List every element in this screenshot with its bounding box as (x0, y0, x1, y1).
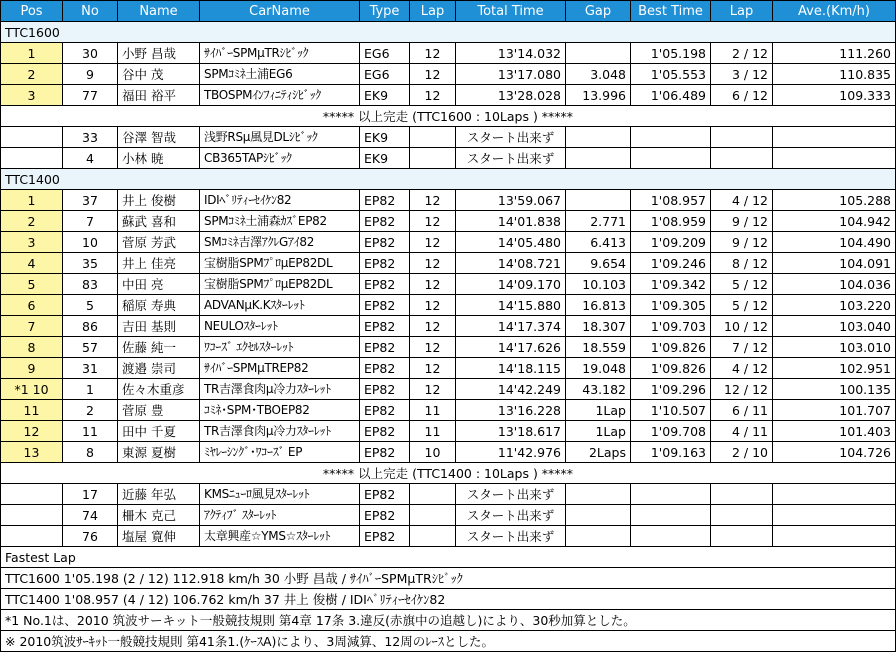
best-lap-cell (711, 526, 773, 547)
best-lap-cell (711, 148, 773, 169)
best-lap-cell: 6 / 11 (711, 400, 773, 421)
average-speed-cell: 104.036 (773, 274, 896, 295)
car-number-cell: 77 (63, 85, 118, 106)
car-name-cell: 太章興産☆YMS☆ｽﾀｰﾚｯﾄ (200, 526, 360, 547)
car-name-cell: SMｺﾐﾈ吉澤ｱｸﾚGｱｲ82 (200, 232, 360, 253)
average-speed-cell: 111.260 (773, 43, 896, 64)
gap-cell: 18.307 (566, 316, 631, 337)
average-speed-cell: 104.726 (773, 442, 896, 463)
dns-row (1, 526, 896, 547)
dns-row (1, 484, 896, 505)
column-header: Lap (410, 1, 456, 22)
best-time-cell: 1'09.296 (631, 379, 711, 400)
position-cell: 4 (1, 253, 63, 274)
total-time-cell: 13'28.028 (456, 85, 566, 106)
car-type-cell: EP82 (360, 526, 410, 547)
gap-cell: 16.813 (566, 295, 631, 316)
laps-cell: 12 (410, 316, 456, 337)
position-cell: 2 (1, 211, 63, 232)
best-time-cell (631, 484, 711, 505)
footer-note-row (1, 610, 896, 631)
result-row (1, 295, 896, 316)
column-header: Best Time (631, 1, 711, 22)
average-speed-cell (773, 526, 896, 547)
car-number-cell: 7 (63, 211, 118, 232)
car-name-cell: 浅野RSμ風見DLｼﾋﾞｯｸ (200, 127, 360, 148)
footer-note-row (1, 631, 896, 652)
result-row (1, 64, 896, 85)
car-type-cell: EP82 (360, 211, 410, 232)
driver-name-cell: 田中 千夏 (118, 421, 200, 442)
position-cell: 6 (1, 295, 63, 316)
laps-cell: 11 (410, 400, 456, 421)
position-cell: 5 (1, 274, 63, 295)
average-speed-cell: 102.951 (773, 358, 896, 379)
gap-cell (566, 148, 631, 169)
driver-name-cell: 塩屋 寛伸 (118, 526, 200, 547)
average-speed-cell: 109.333 (773, 85, 896, 106)
position-cell: 9 (1, 358, 63, 379)
gap-cell: 2.771 (566, 211, 631, 232)
car-number-cell: 83 (63, 274, 118, 295)
best-time-cell: 1'06.489 (631, 85, 711, 106)
car-name-cell: TR吉澤食肉μ冷力ｽﾀｰﾚｯﾄ (200, 421, 360, 442)
result-row (1, 421, 896, 442)
footer-note: ※ 2010筑波ｻｰｷｯﾄ一般競技規則 第41条1.(ｹｰｽA)により、3周減算、12周のﾚｰｽとした。 (1, 631, 896, 652)
best-time-cell: 1'08.957 (631, 190, 711, 211)
car-name-cell: ADVANμK.Kｽﾀｰﾚｯﾄ (200, 295, 360, 316)
car-number-cell: 35 (63, 253, 118, 274)
driver-name-cell: 井上 俊樹 (118, 190, 200, 211)
footer-note: TTC1600 1'05.198 (2 / 12) 112.918 km/h 30 小野 昌哉 / ｻｲﾊﾞｰSPMμTRｼﾋﾞｯｸ (1, 568, 896, 589)
laps-cell: 12 (410, 274, 456, 295)
best-lap-cell: 12 / 12 (711, 379, 773, 400)
best-time-cell: 1'05.553 (631, 64, 711, 85)
result-row (1, 274, 896, 295)
car-type-cell: EP82 (360, 421, 410, 442)
car-number-cell: 10 (63, 232, 118, 253)
result-row (1, 190, 896, 211)
result-row (1, 211, 896, 232)
result-row (1, 358, 896, 379)
laps-cell: 12 (410, 232, 456, 253)
best-lap-cell: 5 / 12 (711, 295, 773, 316)
car-type-cell: EP82 (360, 274, 410, 295)
car-number-cell: 33 (63, 127, 118, 148)
class-title: TTC1400 (1, 169, 896, 190)
car-type-cell: EP82 (360, 505, 410, 526)
average-speed-cell (773, 505, 896, 526)
column-header: Type (360, 1, 410, 22)
car-type-cell: EK9 (360, 127, 410, 148)
driver-name-cell: 東源 夏樹 (118, 442, 200, 463)
best-lap-cell: 7 / 12 (711, 337, 773, 358)
driver-name-cell: 近藤 年弘 (118, 484, 200, 505)
total-time-cell: 14'42.249 (456, 379, 566, 400)
car-number-cell: 74 (63, 505, 118, 526)
total-time-cell: 11'42.976 (456, 442, 566, 463)
gap-cell (566, 43, 631, 64)
total-time-cell: スタート出来ず (456, 484, 566, 505)
average-speed-cell: 103.220 (773, 295, 896, 316)
best-lap-cell: 8 / 12 (711, 253, 773, 274)
average-speed-cell: 101.707 (773, 400, 896, 421)
driver-name-cell: 井上 佳亮 (118, 253, 200, 274)
best-time-cell: 1'09.305 (631, 295, 711, 316)
total-time-cell: スタート出来ず (456, 505, 566, 526)
total-time-cell: 14'18.115 (456, 358, 566, 379)
position-cell: 8 (1, 337, 63, 358)
best-lap-cell (711, 484, 773, 505)
best-time-cell: 1'09.209 (631, 232, 711, 253)
finishers-note: ***** 以上完走 (TTC1600 : 10Laps ) ***** (1, 106, 896, 127)
car-number-cell: 5 (63, 295, 118, 316)
best-lap-cell: 10 / 12 (711, 316, 773, 337)
laps-cell: 12 (410, 295, 456, 316)
best-lap-cell: 4 / 12 (711, 190, 773, 211)
car-name-cell: ｱｸﾃｨﾌﾞ ｽﾀｰﾚｯﾄ (200, 505, 360, 526)
position-cell: 13 (1, 442, 63, 463)
car-name-cell: ｻｲﾊﾞｰSPMμTREP82 (200, 358, 360, 379)
footer-note-row (1, 568, 896, 589)
total-time-cell: 14'01.838 (456, 211, 566, 232)
car-type-cell: EP82 (360, 232, 410, 253)
car-number-cell: 30 (63, 43, 118, 64)
best-time-cell (631, 505, 711, 526)
average-speed-cell: 104.490 (773, 232, 896, 253)
car-number-cell: 57 (63, 337, 118, 358)
laps-cell: 12 (410, 337, 456, 358)
car-number-cell: 31 (63, 358, 118, 379)
driver-name-cell: 柵木 克己 (118, 505, 200, 526)
best-lap-cell (711, 505, 773, 526)
car-name-cell: SPMｺﾐﾈ土浦EG6 (200, 64, 360, 85)
car-type-cell: EK9 (360, 85, 410, 106)
best-lap-cell: 9 / 12 (711, 232, 773, 253)
position-cell: 11 (1, 400, 63, 421)
driver-name-cell: 谷中 茂 (118, 64, 200, 85)
finishers-note-row (1, 463, 896, 484)
laps-cell: 12 (410, 379, 456, 400)
car-type-cell: EP82 (360, 400, 410, 421)
best-time-cell (631, 148, 711, 169)
total-time-cell: 14'17.626 (456, 337, 566, 358)
best-lap-cell: 9 / 12 (711, 211, 773, 232)
gap-cell: 3.048 (566, 64, 631, 85)
car-type-cell: EG6 (360, 64, 410, 85)
laps-cell: 12 (410, 358, 456, 379)
car-type-cell: EP82 (360, 316, 410, 337)
laps-cell: 12 (410, 211, 456, 232)
total-time-cell: スタート出来ず (456, 148, 566, 169)
gap-cell (566, 127, 631, 148)
position-cell (1, 484, 63, 505)
best-time-cell: 1'09.708 (631, 421, 711, 442)
best-time-cell: 1'10.507 (631, 400, 711, 421)
total-time-cell: スタート出来ず (456, 127, 566, 148)
best-time-cell: 1'09.342 (631, 274, 711, 295)
gap-cell: 19.048 (566, 358, 631, 379)
car-name-cell: 宝樹脂SPMﾌﾟﾛμEP82DL (200, 274, 360, 295)
driver-name-cell: 菅原 豊 (118, 400, 200, 421)
laps-cell: 12 (410, 253, 456, 274)
car-number-cell: 1 (63, 379, 118, 400)
result-row (1, 442, 896, 463)
car-number-cell: 76 (63, 526, 118, 547)
best-time-cell (631, 127, 711, 148)
gap-cell: 9.654 (566, 253, 631, 274)
dns-row (1, 505, 896, 526)
driver-name-cell: 谷澤 智哉 (118, 127, 200, 148)
column-header: Pos (1, 1, 63, 22)
car-number-cell: 86 (63, 316, 118, 337)
best-lap-cell: 4 / 12 (711, 358, 773, 379)
class-section-row (1, 22, 896, 43)
average-speed-cell: 104.091 (773, 253, 896, 274)
result-row (1, 43, 896, 64)
car-type-cell: EP82 (360, 358, 410, 379)
position-cell (1, 148, 63, 169)
laps-cell (410, 484, 456, 505)
average-speed-cell (773, 148, 896, 169)
driver-name-cell: 渡邉 崇司 (118, 358, 200, 379)
driver-name-cell: 佐藤 純一 (118, 337, 200, 358)
average-speed-cell: 101.403 (773, 421, 896, 442)
driver-name-cell: 小野 昌哉 (118, 43, 200, 64)
average-speed-cell: 103.010 (773, 337, 896, 358)
total-time-cell: 13'16.228 (456, 400, 566, 421)
laps-cell (410, 148, 456, 169)
best-lap-cell (711, 127, 773, 148)
average-speed-cell: 105.288 (773, 190, 896, 211)
best-time-cell: 1'09.163 (631, 442, 711, 463)
total-time-cell: 14'05.480 (456, 232, 566, 253)
gap-cell: 13.996 (566, 85, 631, 106)
total-time-cell: 14'08.721 (456, 253, 566, 274)
column-header: Ave.(Km/h) (773, 1, 896, 22)
driver-name-cell: 福田 裕平 (118, 85, 200, 106)
position-cell: 3 (1, 85, 63, 106)
position-cell: *1 10 (1, 379, 63, 400)
best-time-cell: 1'09.703 (631, 316, 711, 337)
best-time-cell: 1'09.826 (631, 337, 711, 358)
best-time-cell: 1'09.826 (631, 358, 711, 379)
car-type-cell: EP82 (360, 442, 410, 463)
column-header: Name (118, 1, 200, 22)
car-name-cell: TBOSPMｲﾝﾌｨﾆﾃｨｼﾋﾞｯｸ (200, 85, 360, 106)
laps-cell (410, 526, 456, 547)
best-lap-cell: 2 / 12 (711, 43, 773, 64)
car-name-cell: KMSﾆｭｰﾛ風見ｽﾀｰﾚｯﾄ (200, 484, 360, 505)
car-name-cell: TR吉澤食肉μ冷力ｽﾀｰﾚｯﾄ (200, 379, 360, 400)
best-lap-cell: 3 / 12 (711, 64, 773, 85)
total-time-cell: 14'17.374 (456, 316, 566, 337)
gap-cell: 10.103 (566, 274, 631, 295)
car-type-cell: EK9 (360, 148, 410, 169)
total-time-cell: 13'17.080 (456, 64, 566, 85)
result-row (1, 316, 896, 337)
total-time-cell: 14'09.170 (456, 274, 566, 295)
car-number-cell: 11 (63, 421, 118, 442)
best-time-cell: 1'09.246 (631, 253, 711, 274)
gap-cell: 43.182 (566, 379, 631, 400)
column-header: CarName (200, 1, 360, 22)
laps-cell: 12 (410, 43, 456, 64)
driver-name-cell: 佐々木重彦 (118, 379, 200, 400)
gap-cell: 6.413 (566, 232, 631, 253)
column-header: Gap (566, 1, 631, 22)
total-time-cell: 14'15.880 (456, 295, 566, 316)
car-type-cell: EP82 (360, 379, 410, 400)
position-cell: 7 (1, 316, 63, 337)
car-type-cell: EP82 (360, 337, 410, 358)
car-name-cell: ｺﾐﾈ･SPM･TBOEP82 (200, 400, 360, 421)
gap-cell (566, 484, 631, 505)
gap-cell: 1Lap (566, 421, 631, 442)
car-type-cell: EG6 (360, 43, 410, 64)
header-row (1, 1, 896, 22)
result-row (1, 379, 896, 400)
car-name-cell: IDIﾍﾞﾘﾃｨｰｾｲｹﾝ82 (200, 190, 360, 211)
car-name-cell: ﾐﾔﾚｰｼﾝｸﾞ･ﾜｺｰｽﾞ EP (200, 442, 360, 463)
car-type-cell: EP82 (360, 295, 410, 316)
car-type-cell: EP82 (360, 484, 410, 505)
average-speed-cell (773, 484, 896, 505)
position-cell: 3 (1, 232, 63, 253)
car-number-cell: 2 (63, 400, 118, 421)
car-number-cell: 8 (63, 442, 118, 463)
driver-name-cell: 吉田 基則 (118, 316, 200, 337)
best-time-cell (631, 526, 711, 547)
driver-name-cell: 菅原 芳武 (118, 232, 200, 253)
column-header: Lap (711, 1, 773, 22)
driver-name-cell: 中田 亮 (118, 274, 200, 295)
results-body (1, 22, 896, 652)
car-type-cell: EP82 (360, 190, 410, 211)
driver-name-cell: 蘇武 喜和 (118, 211, 200, 232)
class-title: TTC1600 (1, 22, 896, 43)
laps-cell: 12 (410, 85, 456, 106)
laps-cell: 12 (410, 64, 456, 85)
position-cell (1, 505, 63, 526)
best-lap-cell: 6 / 12 (711, 85, 773, 106)
car-name-cell: 宝樹脂SPMﾌﾟﾛμEP82DL (200, 253, 360, 274)
position-cell (1, 526, 63, 547)
dns-row (1, 148, 896, 169)
gap-cell (566, 505, 631, 526)
total-time-cell: 13'59.067 (456, 190, 566, 211)
finishers-note: ***** 以上完走 (TTC1400 : 10Laps ) ***** (1, 463, 896, 484)
car-name-cell: ｻｲﾊﾞｰSPMμTRｼﾋﾞｯｸ (200, 43, 360, 64)
column-header: No (63, 1, 118, 22)
average-speed-cell: 104.942 (773, 211, 896, 232)
car-number-cell: 9 (63, 64, 118, 85)
gap-cell: 2Laps (566, 442, 631, 463)
car-type-cell: EP82 (360, 253, 410, 274)
average-speed-cell (773, 127, 896, 148)
position-cell (1, 127, 63, 148)
gap-cell: 18.559 (566, 337, 631, 358)
fastest-lap-title-row (1, 547, 896, 568)
gap-cell (566, 526, 631, 547)
car-name-cell: CB365TAPｼﾋﾞｯｸ (200, 148, 360, 169)
average-speed-cell: 100.135 (773, 379, 896, 400)
result-row (1, 337, 896, 358)
result-row (1, 253, 896, 274)
car-name-cell: NEULOｽﾀｰﾚｯﾄ (200, 316, 360, 337)
fastest-lap-title: Fastest Lap (1, 547, 896, 568)
laps-cell (410, 505, 456, 526)
gap-cell: 1Lap (566, 400, 631, 421)
best-lap-cell: 2 / 10 (711, 442, 773, 463)
car-name-cell: ﾜｺｰｽﾞ ｴｸｾﾙｽﾀｰﾚｯﾄ (200, 337, 360, 358)
position-cell: 2 (1, 64, 63, 85)
car-number-cell: 37 (63, 190, 118, 211)
laps-cell (410, 127, 456, 148)
best-lap-cell: 4 / 11 (711, 421, 773, 442)
laps-cell: 11 (410, 421, 456, 442)
total-time-cell: スタート出来ず (456, 526, 566, 547)
best-lap-cell: 5 / 12 (711, 274, 773, 295)
footer-note: *1 No.1は、2010 筑波サーキット一般競技規則 第4章 17条 3.違反(赤旗中の追越し)により、30秒加算とした。 (1, 610, 896, 631)
result-row (1, 85, 896, 106)
laps-cell: 10 (410, 442, 456, 463)
position-cell: 12 (1, 421, 63, 442)
footer-note: TTC1400 1'08.957 (4 / 12) 106.762 km/h 37 井上 俊樹 / IDIﾍﾞﾘﾃｨｰｾｲｹﾝ82 (1, 589, 896, 610)
gap-cell (566, 190, 631, 211)
finishers-note-row (1, 106, 896, 127)
best-time-cell: 1'08.959 (631, 211, 711, 232)
total-time-cell: 13'14.032 (456, 43, 566, 64)
average-speed-cell: 110.835 (773, 64, 896, 85)
best-time-cell: 1'05.198 (631, 43, 711, 64)
car-number-cell: 4 (63, 148, 118, 169)
class-section-row (1, 169, 896, 190)
driver-name-cell: 小林 暁 (118, 148, 200, 169)
column-header: Total Time (456, 1, 566, 22)
car-number-cell: 17 (63, 484, 118, 505)
average-speed-cell: 103.040 (773, 316, 896, 337)
driver-name-cell: 稲原 寿典 (118, 295, 200, 316)
position-cell: 1 (1, 190, 63, 211)
position-cell: 1 (1, 43, 63, 64)
result-row (1, 232, 896, 253)
total-time-cell: 13'18.617 (456, 421, 566, 442)
result-row (1, 400, 896, 421)
dns-row (1, 127, 896, 148)
footer-note-row (1, 589, 896, 610)
laps-cell: 12 (410, 190, 456, 211)
car-name-cell: SPMｺﾐﾈ土浦森ｶｽﾞEP82 (200, 211, 360, 232)
